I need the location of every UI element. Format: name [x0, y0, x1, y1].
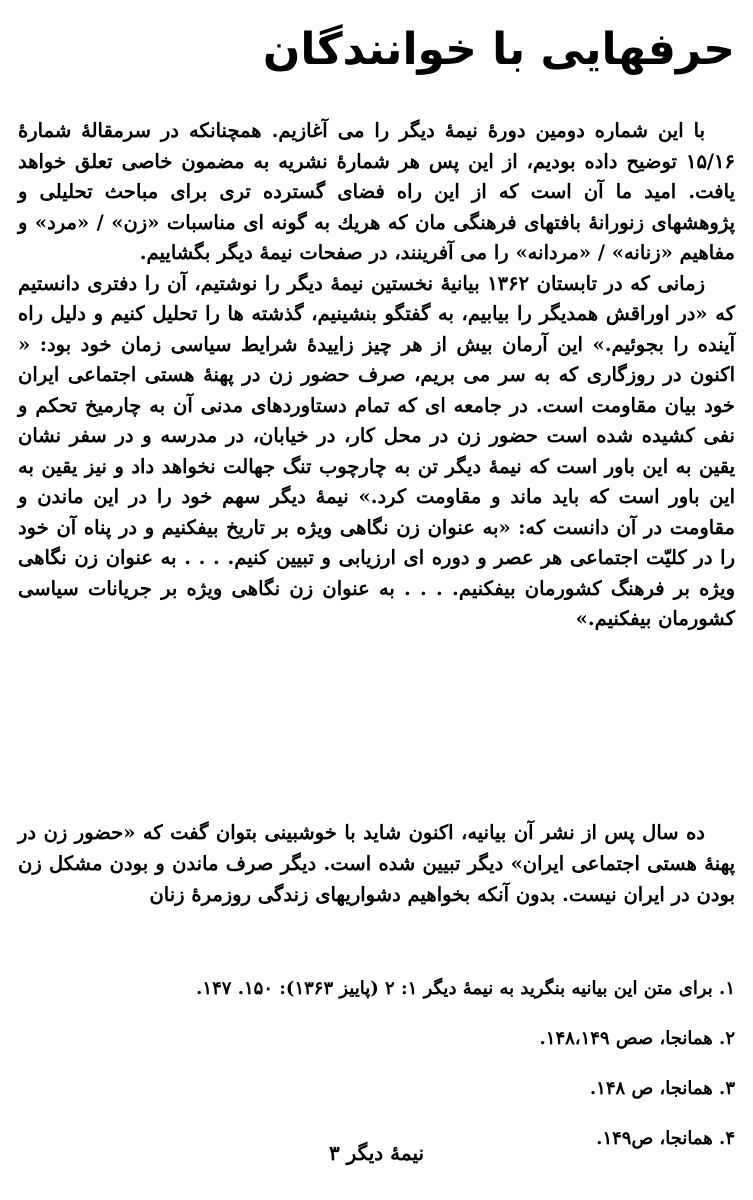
- paragraph: زمانی که در تابستان ۱۳۶۲ بیانیهٔ نخستین نیمهٔ دیگر را نوشتیم، آن را دفتری دانستیم که «در اوراقش همدیگر را بیابیم، به گفتگو بنشینیم، گذشته ها را تحلیل کنیم و دلیل راه آینده را بجوئیم.» این آرمان بیش از هر چیز زاییدهٔ شرایط سیاسی زمان خود بود: « اکنون در روزگاری که به سر می بریم، صرف حضور زن در پهنهٔ هستی اجتماعی ایران خود بیان مقاومت است. در جامعه ای که تمام دستاوردهای مدنی آن به چارمیخ تحکم و نفی کشیده شده است حضور زن در محل کار، در خیابان، در مدرسه و در سفر نشان یقین به این باور است که نیمهٔ دیگر تن به چارچوب تنگ جهالت نخواهد داد و نیز یقین به این باور است که باید ماند و مقاومت کرد.» نیمهٔ دیگر سهم خود را در این ماندن و مقاومت در آن دانست که: «به عنوان زن نگاهی ویژه بر تاریخ بیفکنیم و در پناه آن خود را در کلیّت اجتماعی هر عصر و دوره ای ارزیابی و تبیین کنیم. . . . به عنوان زن نگاهی ویژه بر فرهنگ کشورمان بیفکنیم. . . . به عنوان زن نگاهی ویژه بر جریانات سیاسی کشورمان بیفکنیم.»: [18, 271, 736, 630]
- paragraph: ده سال پس از نشر آن بیانیه، اکنون شاید با خوشبینی بتوان گفت که «حضور زن در پهنهٔ هستی اجتماعی ایران» دیگر تبیین شده است. دیگر صرف ماندن و بودن مشکل زن بودن در ایران نیست. بدون آنکه بخواهیم دشواریهای زندگی روزمرهٔ زنان: [18, 821, 735, 906]
- article-body: [18, 116, 735, 635]
- paragraph: با این شماره دومین دورهٔ نیمهٔ دیگر را می آغازیم. همچنانکه در سرمقالهٔ شمارهٔ ۱۵/۱۶ توضیح داده بودیم، از این پس هر شمارهٔ نشریه به مضمون خاصی تعلق خواهد یافت. امید ما آن است که از این راه فضای گسترده تری برای مباحث تحلیلی و پژوهشهای زنورانهٔ بافتهای فرهنگی مان که هریك به گونه ای مناسبات «زن» / «مرد» و مفاهیم «زنانه» / «مردانه» را می آفرینند، در صفحات نیمهٔ دیگر بگشاییم.: [18, 119, 735, 264]
- footnote: ۴. همانجا، ص۱۴۹.: [596, 1128, 735, 1149]
- footnotes-list: [18, 964, 735, 1164]
- footnote: ۲. همانجا، صص ۱۴۸،۱۴۹.: [539, 1028, 735, 1049]
- page-title: حرفهایی با خوانندگان: [262, 24, 735, 75]
- document-page: [18, 20, 735, 1180]
- footnote: ۳. همانجا، ص ۱۴۸.: [589, 1078, 735, 1099]
- footnote: ۱. برای متن این بیانیه بنگرید به نیمهٔ دیگر ۱: ۲ (پاییز ۱۳۶۳): ۱۵۰. ۱۴۷.: [196, 978, 735, 999]
- page-footer: نیمهٔ دیگر ۳: [328, 1141, 425, 1165]
